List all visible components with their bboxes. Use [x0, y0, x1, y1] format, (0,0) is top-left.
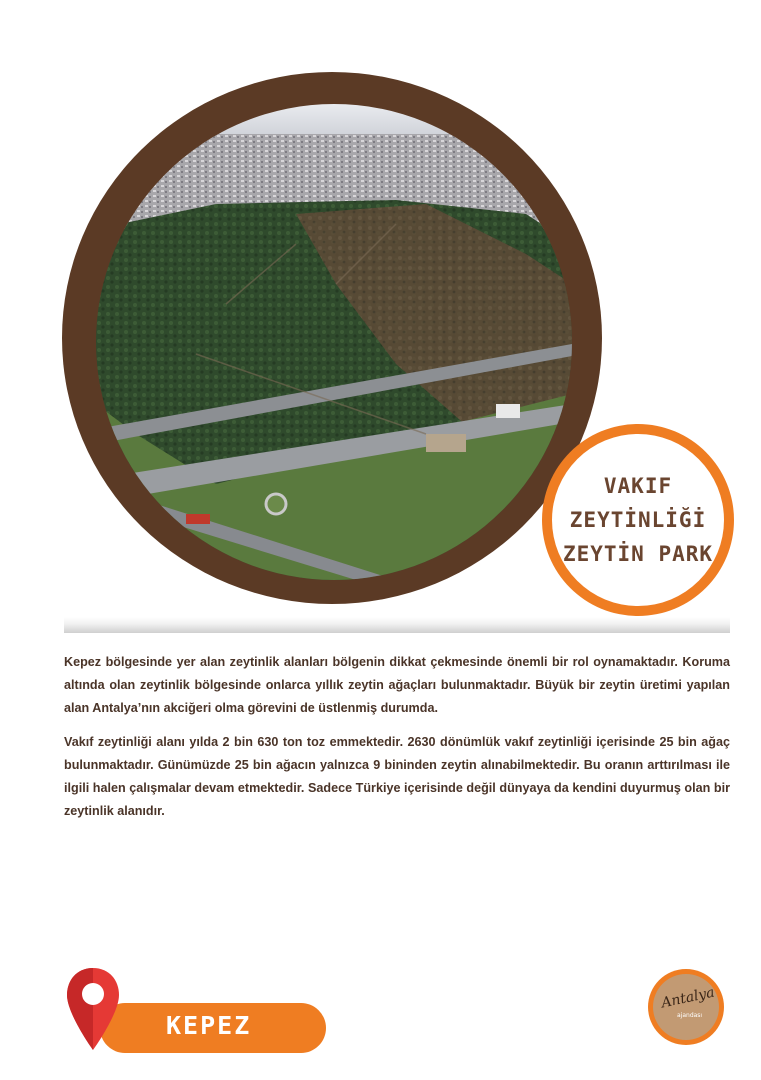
logo-inner — [653, 974, 719, 1040]
badge-title-line-1: VAKIF — [603, 474, 673, 498]
map-pin-icon — [64, 966, 122, 1052]
logo-sub-text: ajandası — [677, 1012, 703, 1019]
location-label: KEPEZ — [166, 1011, 252, 1040]
aerial-olive-grove-photo — [96, 104, 572, 580]
section-divider — [64, 617, 730, 633]
logo-main-text: Antalya — [660, 984, 716, 1012]
body-paragraph-1: Kepez bölgesinde yer alan zeytinlik alanları bölgenin dikkat çekmesinde önemli bir rol oynamaktadır. Koruma altında olan zeytinlik bölgesinde onlarca yıllık zeytin ağaçları bulunmaktadır. Büyük bir zeytin üretimi yapılan alan Antalya’nın akciğeri olma görevini de üstlenmiş durumda. — [64, 655, 730, 715]
title-badge — [542, 424, 734, 616]
location-label-bar — [100, 1003, 326, 1053]
body-paragraph-2: Vakıf zeytinliği alanı yılda 2 bin 630 ton toz emmektedir. 2630 dönümlük vakıf zeytinliği içerisinde 25 bin ağaç bulunmaktadır. Günümüzde 25 bin ağacın yalnızca 9 bininden zeytin alınabilmektedir. Bu oranın arttırılması ile ilgili halen çalışmalar devam etmektedir. Sadece Türkiye içerisinde değil dünyaya da kendini duyurmuş olan bir zeytinlik alanıdır. — [64, 735, 730, 818]
antalya-ajandasi-logo — [648, 969, 724, 1045]
title-badge-inner — [552, 434, 724, 606]
badge-title-line-3: ZEYTİN PARK — [562, 542, 714, 566]
badge-title-line-2: ZEYTİNLİĞİ — [569, 508, 707, 532]
